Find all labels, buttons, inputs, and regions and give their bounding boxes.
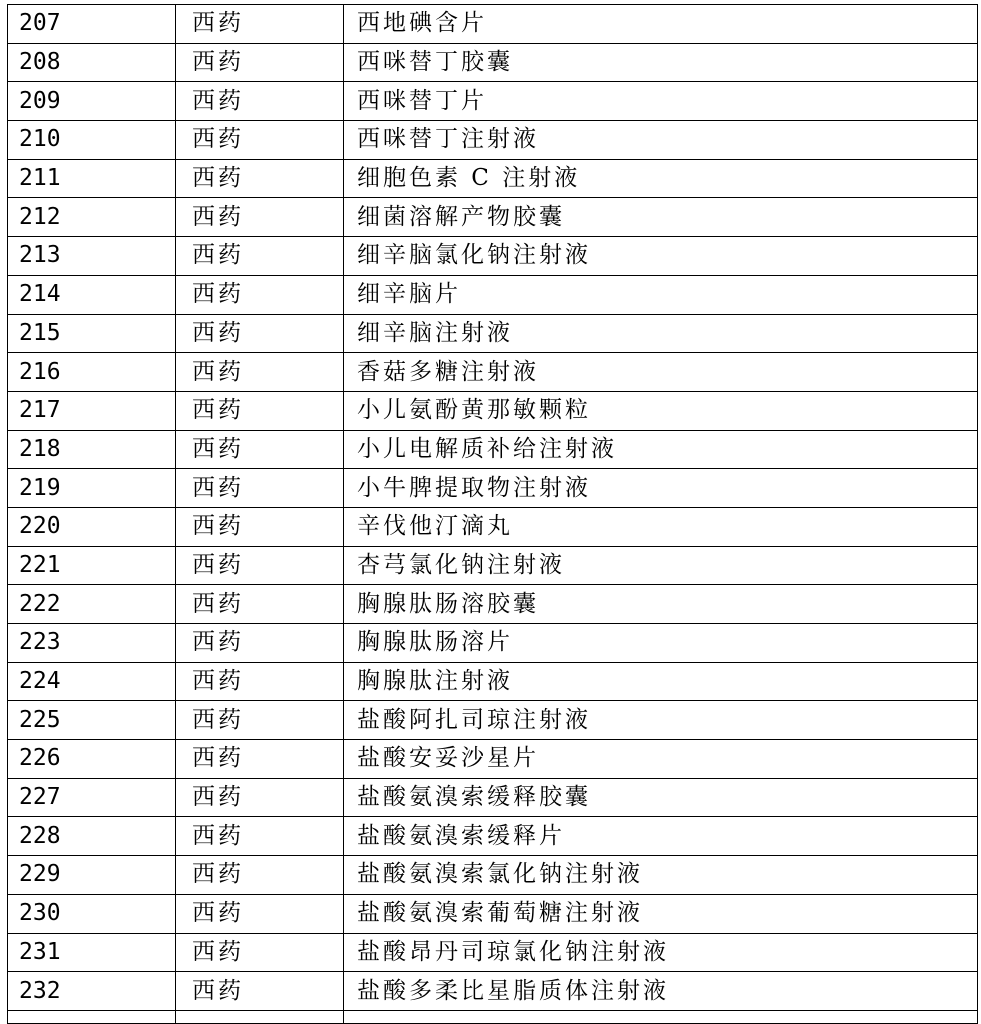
category-cell: 西药 [176,972,344,1011]
table-row [8,662,978,701]
table-body [8,5,978,1024]
category-cell: 西药 [176,275,344,314]
table-row [8,43,978,82]
drug-list-table [7,4,978,1024]
table-row [8,740,978,779]
drug-name-cell: 盐酸多柔比星脂质体注射液 [344,972,978,1011]
table-row [8,701,978,740]
drug-name-cell: 西咪替丁注射液 [344,121,978,160]
drug-name-cell: 西地碘含片 [344,5,978,44]
category-cell: 西药 [176,546,344,585]
category-cell: 西药 [176,933,344,972]
table-row [8,430,978,469]
drug-name-cell: 盐酸昂丹司琼氯化钠注射液 [344,933,978,972]
row-number-cell: 222 [8,585,176,624]
table-row [8,314,978,353]
table-row [8,198,978,237]
drug-name-cell: 盐酸安妥沙星片 [344,740,978,779]
drug-name-cell: 辛伐他汀滴丸 [344,507,978,546]
category-cell: 西药 [176,740,344,779]
table-row [8,546,978,585]
table-row [8,817,978,856]
drug-name-cell: 细辛脑氯化钠注射液 [344,237,978,276]
table-row [8,778,978,817]
drug-name-cell: 盐酸氨溴索葡萄糖注射液 [344,894,978,933]
table-row [8,507,978,546]
table-row [8,237,978,276]
drug-name-cell: 小儿氨酚黄那敏颗粒 [344,391,978,430]
drug-name-cell: 小牛脾提取物注射液 [344,469,978,508]
table-row [8,121,978,160]
table-row [8,82,978,121]
category-cell: 西药 [176,353,344,392]
table-row [8,275,978,314]
category-cell: 西药 [176,624,344,663]
table-row [8,624,978,663]
row-number-cell: 216 [8,353,176,392]
table-row [8,894,978,933]
category-cell: 西药 [176,507,344,546]
row-number-cell: 224 [8,662,176,701]
row-number-cell: 207 [8,5,176,44]
drug-name-cell: 杏芎氯化钠注射液 [344,546,978,585]
table-row [8,469,978,508]
drug-name-cell: 胸腺肽注射液 [344,662,978,701]
category-cell: 西药 [176,198,344,237]
category-cell: 西药 [176,662,344,701]
drug-name-cell: 小儿电解质补给注射液 [344,430,978,469]
row-number-cell: 225 [8,701,176,740]
category-cell: 西药 [176,314,344,353]
table-row [8,391,978,430]
row-number-cell: 229 [8,856,176,895]
category-cell: 西药 [176,391,344,430]
row-number-cell: 217 [8,391,176,430]
drug-name-cell: 西咪替丁片 [344,82,978,121]
row-number-cell: 220 [8,507,176,546]
category-cell: 西药 [176,430,344,469]
drug-name-cell: 盐酸氨溴索缓释胶囊 [344,778,978,817]
category-cell: 西药 [176,701,344,740]
row-number-cell: 226 [8,740,176,779]
table-row [8,159,978,198]
row-number-cell: 208 [8,43,176,82]
row-number-cell: 227 [8,778,176,817]
category-cell: 西药 [176,82,344,121]
row-number-cell: 219 [8,469,176,508]
row-number-cell: 210 [8,121,176,160]
row-number-cell: 232 [8,972,176,1011]
drug-name-cell: 细辛脑注射液 [344,314,978,353]
empty-cell [8,1010,176,1023]
row-number-cell: 215 [8,314,176,353]
drug-name-cell: 香菇多糖注射液 [344,353,978,392]
category-cell: 西药 [176,778,344,817]
drug-name-cell: 细辛脑片 [344,275,978,314]
row-number-cell: 221 [8,546,176,585]
category-cell: 西药 [176,159,344,198]
category-cell: 西药 [176,5,344,44]
table-row-partial [8,1010,978,1023]
drug-name-cell: 盐酸氨溴索氯化钠注射液 [344,856,978,895]
table-row [8,5,978,44]
table-row [8,933,978,972]
table-row [8,353,978,392]
row-number-cell: 213 [8,237,176,276]
empty-cell [344,1010,978,1023]
empty-cell [176,1010,344,1023]
category-cell: 西药 [176,585,344,624]
drug-name-cell: 胸腺肽肠溶片 [344,624,978,663]
drug-name-cell: 胸腺肽肠溶胶囊 [344,585,978,624]
drug-name-cell: 细菌溶解产物胶囊 [344,198,978,237]
drug-name-cell: 盐酸氨溴索缓释片 [344,817,978,856]
category-cell: 西药 [176,856,344,895]
category-cell: 西药 [176,894,344,933]
table-row [8,585,978,624]
category-cell: 西药 [176,469,344,508]
row-number-cell: 230 [8,894,176,933]
row-number-cell: 218 [8,430,176,469]
category-cell: 西药 [176,817,344,856]
category-cell: 西药 [176,237,344,276]
row-number-cell: 223 [8,624,176,663]
row-number-cell: 211 [8,159,176,198]
row-number-cell: 231 [8,933,176,972]
table-row [8,856,978,895]
category-cell: 西药 [176,121,344,160]
row-number-cell: 212 [8,198,176,237]
row-number-cell: 214 [8,275,176,314]
row-number-cell: 228 [8,817,176,856]
drug-name-cell: 细胞色素 C 注射液 [344,159,978,198]
category-cell: 西药 [176,43,344,82]
row-number-cell: 209 [8,82,176,121]
drug-name-cell: 西咪替丁胶囊 [344,43,978,82]
table-row [8,972,978,1011]
drug-name-cell: 盐酸阿扎司琼注射液 [344,701,978,740]
